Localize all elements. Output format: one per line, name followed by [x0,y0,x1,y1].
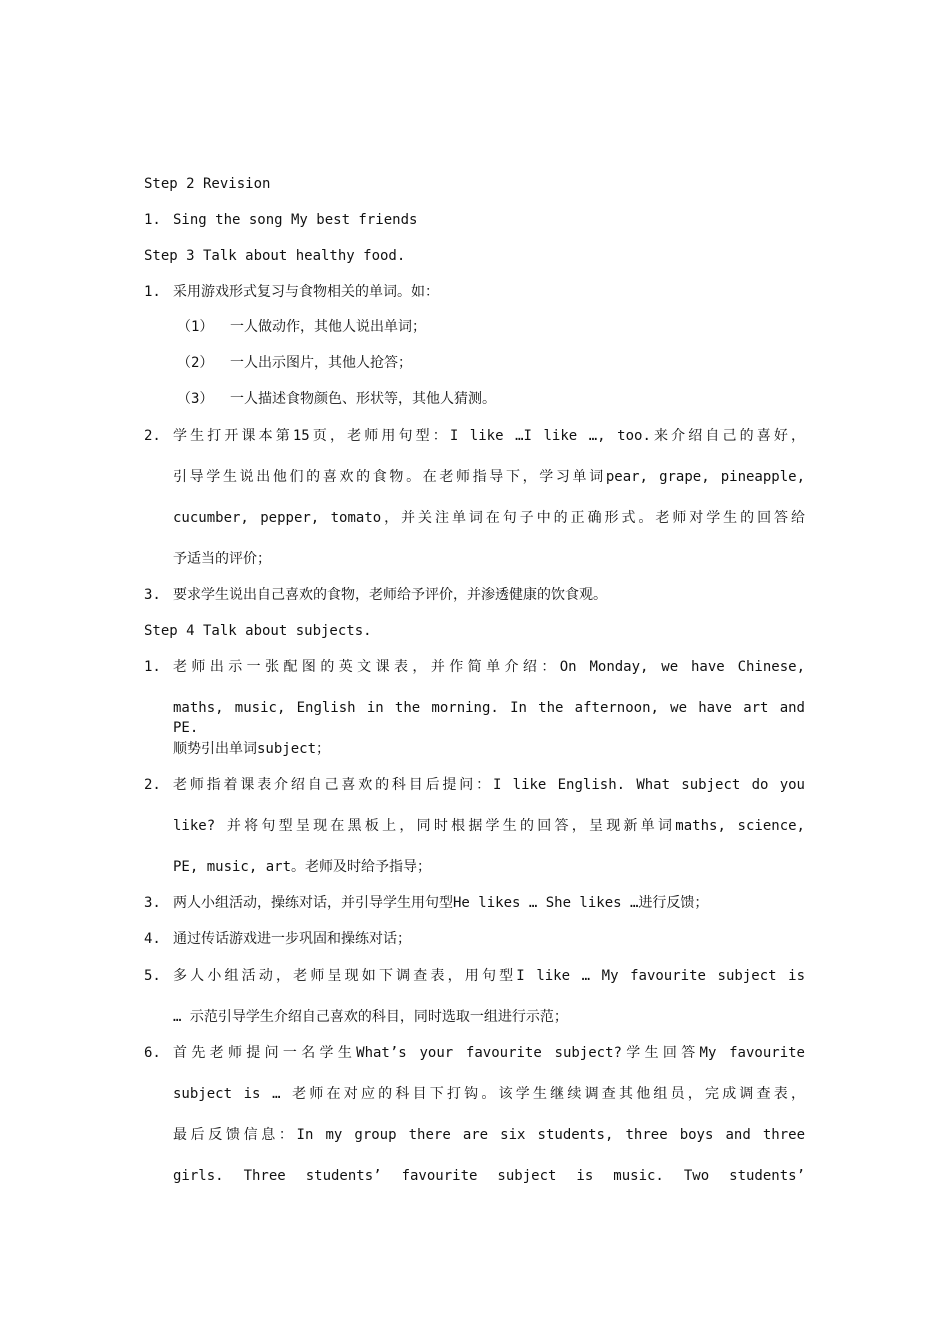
step3-item2-line1: 学生打开课本第15页，老师用句型：I like …I like …, too.来介绍自己的喜好， [173,428,805,444]
step3-item3-text: 要求学生说出自己喜欢的食物，老师给予评价，并渗透健康的饮食观。 [173,587,607,603]
step4-item5-line1: 多人小组活动，老师呈现如下调查表，用句型I like … My favourite subject is [173,968,805,984]
step4-item5-line2: … 示范引导学生介绍自己喜欢的科目，同时选取一组进行示范； [173,1009,568,1025]
step4-item6-number: 6. [144,1045,161,1061]
step4-item4-text: 通过传话游戏进一步巩固和操练对话； [173,931,411,947]
step3-subitem3-text: 一人描述食物颜色、形状等，其他人猜测。 [230,391,496,407]
step2-heading: Step 2 Revision [144,176,271,192]
step3-item2-line2: 引导学生说出他们的喜欢的食物。在老师指导下，学习单词pear, grape, pineapple, [173,469,805,485]
step4-heading: Step 4 Talk about subjects. [144,623,372,639]
step4-item2-line2: like? 并将句型呈现在黑板上，同时根据学生的回答，呈现新单词maths, science, [173,818,805,834]
step3-item1-text: 采用游戏形式复习与食物相关的单词。如： [173,284,439,300]
step3-item2-number: 2. [144,428,161,444]
step4-item1-line1: 老师出示一张配图的英文课表，并作简单介绍：On Monday, we have Chinese, [173,659,805,675]
step4-item4-number: 4. [144,931,161,947]
step4-item6-line1: 首先老师提问一名学生What’s your favourite subject?学生回答My favourite [173,1045,805,1061]
step3-subitem3-number: （3） [177,391,214,407]
step3-item2-line3: cucumber, pepper, tomato，并关注单词在句子中的正确形式。老师对学生的回答给 [173,510,805,526]
step4-item2-line3: PE, music, art。老师及时给予指导； [173,859,432,875]
step3-subitem2-text: 一人出示图片，其他人抢答； [230,355,412,371]
step4-item3-number: 3. [144,895,161,911]
step4-item2-line1: 老师指着课表介绍自己喜欢的科目后提问：I like English. What subject do you [173,777,805,793]
step4-item6-line2: subject is … 老师在对应的科目下打钩。该学生继续调查其他组员，完成调查表， [173,1086,805,1102]
step3-subitem1-number: （1） [177,319,214,335]
step4-item3-text: 两人小组活动，操练对话，并引导学生用句型He likes … She likes …进行反馈； [173,895,709,911]
step3-item2-line4: 予适当的评价； [173,551,271,567]
step4-item2-number: 2. [144,777,161,793]
step4-item1-number: 1. [144,659,161,675]
step3-heading: Step 3 Talk about healthy food. [144,248,406,264]
step4-item6-line4: girls. Three students’ favourite subject is music. Two students’ [173,1168,805,1184]
step2-item1-text: Sing the song My best friends [173,212,418,228]
step4-item6-line3: 最后反馈信息：In my group there are six students, three boys and three [173,1127,805,1143]
step3-item1-number: 1. [144,284,161,300]
step3-subitem2-number: （2） [177,355,214,371]
step4-item1-line2: maths, music, English in the morning. In the afternoon, we have art and PE. [173,700,805,736]
step4-item5-number: 5. [144,968,161,984]
step4-item1-line3: 顺势引出单词subject； [173,741,331,757]
step2-item1-number: 1. [144,212,161,228]
step3-subitem1-text: 一人做动作，其他人说出单词； [230,319,426,335]
step3-item3-number: 3. [144,587,161,603]
